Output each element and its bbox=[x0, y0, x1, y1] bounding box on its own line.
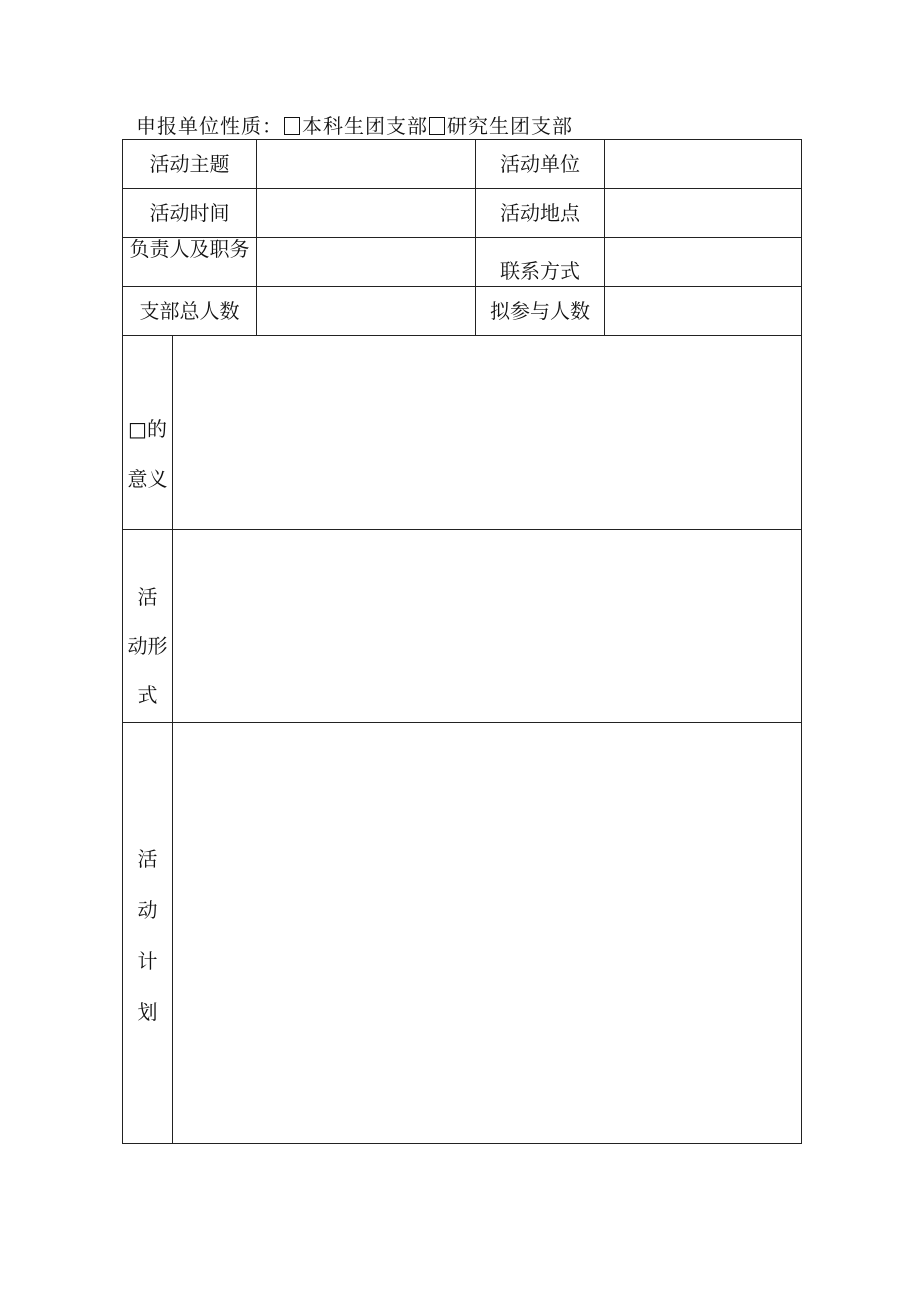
planned-participants-field[interactable] bbox=[605, 287, 801, 335]
grad-option-label: 研究生团支部 bbox=[447, 114, 573, 138]
grad-checkbox[interactable] bbox=[429, 117, 445, 135]
leader-and-title-label: 负责人及职务 bbox=[129, 237, 250, 261]
contact-field[interactable] bbox=[605, 238, 801, 286]
activity-time-label: 活动时间 bbox=[149, 201, 230, 225]
activity-unit-field[interactable] bbox=[605, 140, 801, 188]
undergrad-checkbox[interactable] bbox=[284, 117, 300, 135]
planned-participants-label: 拟参与人数 bbox=[490, 299, 590, 323]
undergrad-option-label: 本科生团支部 bbox=[302, 114, 428, 138]
activity-form-label: 活 动形 式 bbox=[127, 585, 168, 707]
activity-topic-field[interactable] bbox=[257, 140, 475, 188]
activity-time-field[interactable] bbox=[257, 189, 475, 237]
branch-total-label: 支部总人数 bbox=[139, 299, 240, 323]
activity-form-field[interactable] bbox=[173, 530, 801, 722]
activity-plan-field[interactable] bbox=[173, 723, 801, 1143]
application-unit-type-line bbox=[136, 112, 573, 140]
activity-location-label: 活动地点 bbox=[500, 201, 580, 225]
unit-type-label: 申报单位性质： bbox=[136, 114, 283, 138]
branch-total-field[interactable] bbox=[257, 287, 475, 335]
significance-label: □的 意义 bbox=[127, 417, 168, 491]
significance-field[interactable] bbox=[173, 336, 801, 529]
leader-field[interactable] bbox=[257, 238, 475, 286]
activity-location-field[interactable] bbox=[605, 189, 801, 237]
activity-plan-label: 活 动 计 划 bbox=[137, 847, 158, 1024]
activity-form-table bbox=[122, 139, 802, 1144]
activity-unit-label: 活动单位 bbox=[500, 152, 580, 176]
contact-label: 联系方式 bbox=[500, 259, 580, 283]
activity-topic-label: 活动主题 bbox=[149, 152, 230, 176]
